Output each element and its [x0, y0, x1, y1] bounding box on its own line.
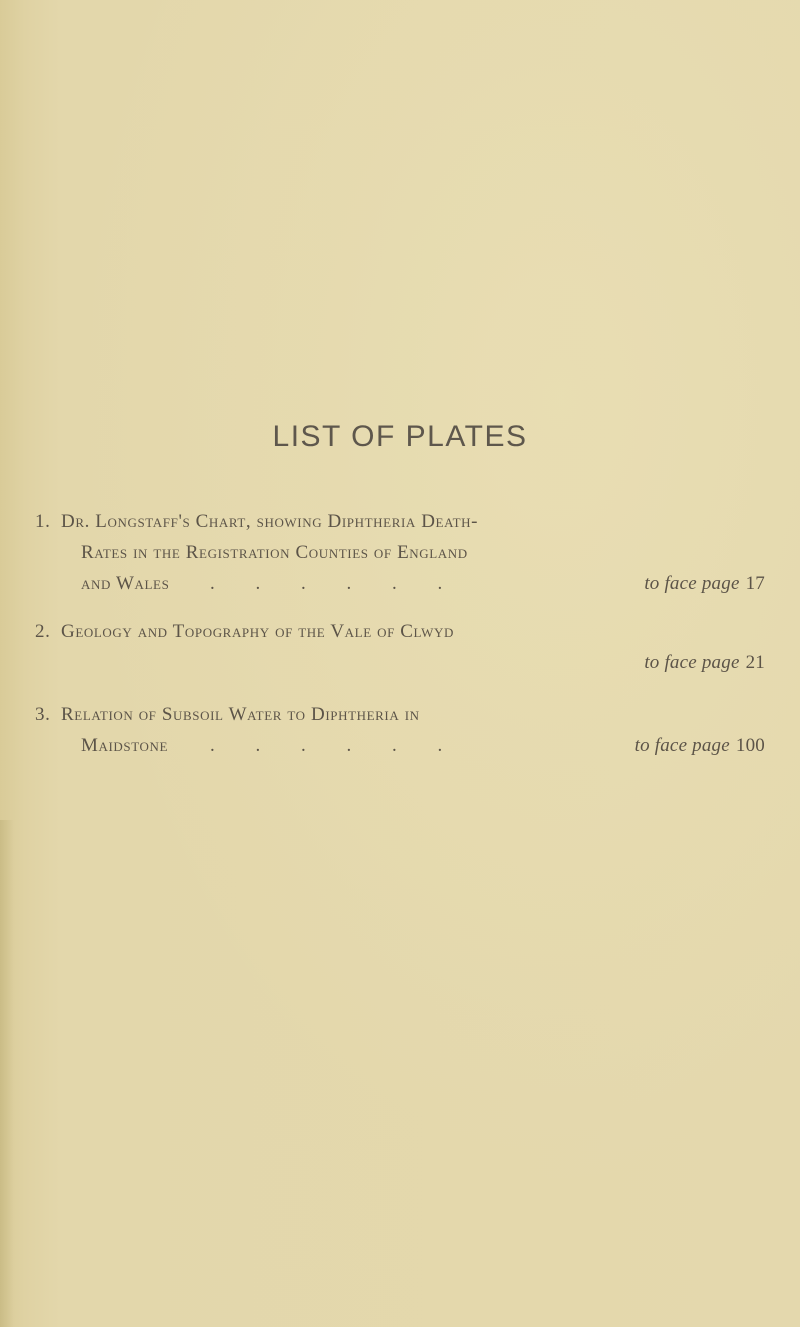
page-reference: [644, 569, 765, 599]
page-reference: [635, 731, 765, 761]
plate-title-line: Maidstone: [81, 735, 169, 756]
page-reference-number: 17: [745, 573, 765, 594]
plate-number: 3.: [35, 704, 51, 725]
page-title: LIST OF PLATES: [272, 420, 528, 453]
page-reference-number: 100: [735, 735, 765, 756]
plate-title-line: Relation of Subsoil Water to Diphtheria in: [61, 704, 420, 725]
plate-title-line: Rates in the Registration Counties of England: [81, 542, 468, 563]
page-reference-label: to face page: [644, 652, 740, 673]
page-reference: [644, 648, 765, 678]
plate-number: 1.: [35, 511, 51, 532]
plate-title-line: Dr. Longstaff's Chart, showing Diphtheria Death-: [61, 511, 479, 532]
plate-title-line: Geology and Topography of the Vale of Clwyd: [61, 621, 454, 642]
page-reference-label: to face page: [634, 735, 730, 756]
page-edge-shadow: [0, 820, 14, 1327]
page-reference-label: to face page: [644, 573, 740, 594]
leader-dots: . . . . . .: [210, 573, 461, 594]
leader-dots: . . . . . .: [210, 735, 461, 756]
plate-number: 2.: [35, 621, 51, 642]
plate-title-line: and Wales: [81, 573, 170, 594]
page-reference-number: 21: [745, 652, 765, 673]
